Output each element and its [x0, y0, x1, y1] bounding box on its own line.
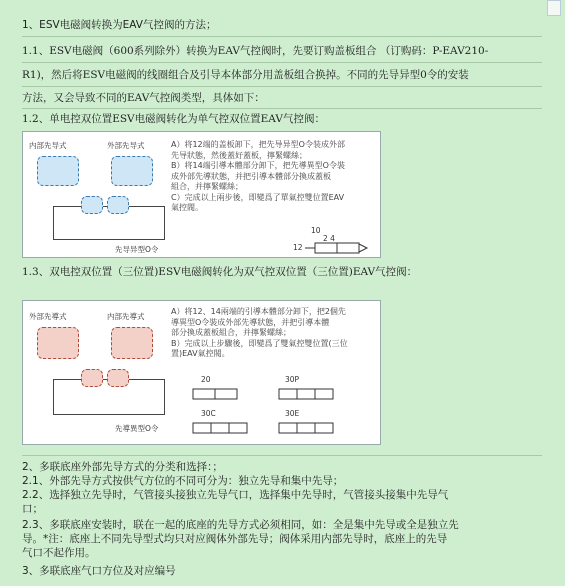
divider [22, 108, 542, 109]
ports-top: 2 4 [323, 234, 335, 243]
instruction-a: A）将12、14兩端的引導本體部分卸下，把2個先 [171, 307, 346, 316]
scroll-up-button[interactable] [547, 0, 561, 16]
pilot-oring-inner [37, 156, 79, 186]
para-line: 口； [22, 503, 43, 515]
para-line: R1)，然后将ESV电磁阀的线圈组合及引导本体部分用盖板组合换掉。不同的先导异型0令的安装 [22, 69, 469, 81]
label-outer-pilot: 外部先導式 [29, 312, 67, 321]
figure-double-control [22, 300, 381, 445]
label-pilot-oring: 先導異型O令 [115, 424, 159, 433]
divider [22, 86, 542, 87]
oring-detail [107, 196, 129, 214]
oring-detail [81, 369, 103, 387]
para-line: 导。*注：底座上不同先导型式均只对应阀体外部先导；阀体采用内部先导时，底座上的先导 [22, 533, 448, 545]
heading-2: 2、多联底座外部先导方式的分类和选择：； [22, 461, 223, 473]
divider [22, 36, 542, 37]
para-line: 2.3、多联底座安装时，联在一起的底座的先导方式必须相同，如：全是集中先导或全是独立先 [22, 519, 459, 531]
section-heading-1-2: 1.2、单电控双位置ESV电磁阀转化为单气控双位置EAV气控阀： [22, 113, 325, 125]
valve-symbols [183, 387, 373, 437]
para-line: 方法，又会导致不同的EAV气控阀类型，具体如下： [22, 92, 265, 104]
instruction-a-cont: 先导狀態，然後蓋好蓋板，擰緊螺絲； [171, 150, 307, 160]
instruction-b-cont: 成外部先導狀態，并把引導本體部分換成蓋板 [171, 171, 331, 181]
valve-symbol [305, 242, 371, 254]
label-inner-pilot: 内部先導式 [107, 312, 145, 321]
instructions [171, 307, 376, 360]
label-inner-pilot: 内部先导式 [29, 141, 67, 150]
para-line: 1.1、ESV电磁阀（600系列除外）转换为EAV气控阀时，先要订购盖板组合 （订购码：P-EAV210- [22, 45, 489, 57]
symbol-20: 20 [201, 375, 211, 384]
label-outer-pilot: 外部先导式 [107, 141, 145, 150]
instruction-b: B）将14端引導本體部分卸下，把先導異型O令裝 [171, 161, 345, 170]
para-line: 气口不起作用。 [22, 547, 96, 559]
figure-single-control [22, 131, 381, 258]
heading-1: 1、ESV电磁阀转换为EAV气控阀的方法； [22, 19, 217, 31]
instruction-b: B）完成以上步驟後，即變爲了雙氣控雙位置(三位 [171, 338, 348, 348]
instruction-a: A）将12端的盖板卸下，把先导异型O令装成外部 [171, 140, 345, 149]
instruction-c-cont: 氣控閥。 [171, 203, 203, 212]
symbol-30p: 30P [285, 375, 300, 384]
top-bar [0, 0, 565, 10]
symbol-30c: 30C [201, 409, 216, 418]
heading-3: 3、多联底座气口方位及对应编号 [22, 565, 176, 577]
oring-detail [81, 196, 103, 214]
para-line: 2.2、选择独立先导时，气管接头接独立先导气口，选择集中先导时，气管接头接集中先导气 [22, 489, 449, 501]
divider [22, 62, 542, 63]
section-heading-1-3: 1.3、双电控双位置（三位置)ESV电磁阀转化为双气控双位置（三位置)EAV气控阀： [22, 266, 418, 278]
para-line: 2.1、外部先导方式按供气方位的不同可分为：独立先导和集中先导； [22, 475, 344, 487]
label-pilot-oring: 先导异型O令 [115, 245, 159, 254]
pilot-oring-inner [111, 327, 153, 359]
instruction-b-cont: 組合，并擰緊螺絲； [171, 182, 243, 191]
pilot-oring-outer [111, 156, 153, 186]
instruction-a-cont: 導異型O令裝成外部先導狀態，并把引導本體 [171, 317, 330, 327]
instruction-b-cont: 置)EAV氣控閥。 [171, 349, 230, 358]
instruction-a-cont: 部分換成蓋板組合，并擰緊螺絲； [171, 328, 291, 337]
divider [22, 455, 542, 456]
instructions [171, 140, 376, 214]
port-12: 12 [293, 243, 303, 252]
instruction-c: C）完成以上兩步後，即變爲了單氣控雙位置EAV [171, 192, 345, 202]
pilot-oring-outer [37, 327, 79, 359]
oring-detail [107, 369, 129, 387]
symbol-number: 10 [311, 226, 321, 235]
symbol-30e: 30E [285, 409, 300, 418]
